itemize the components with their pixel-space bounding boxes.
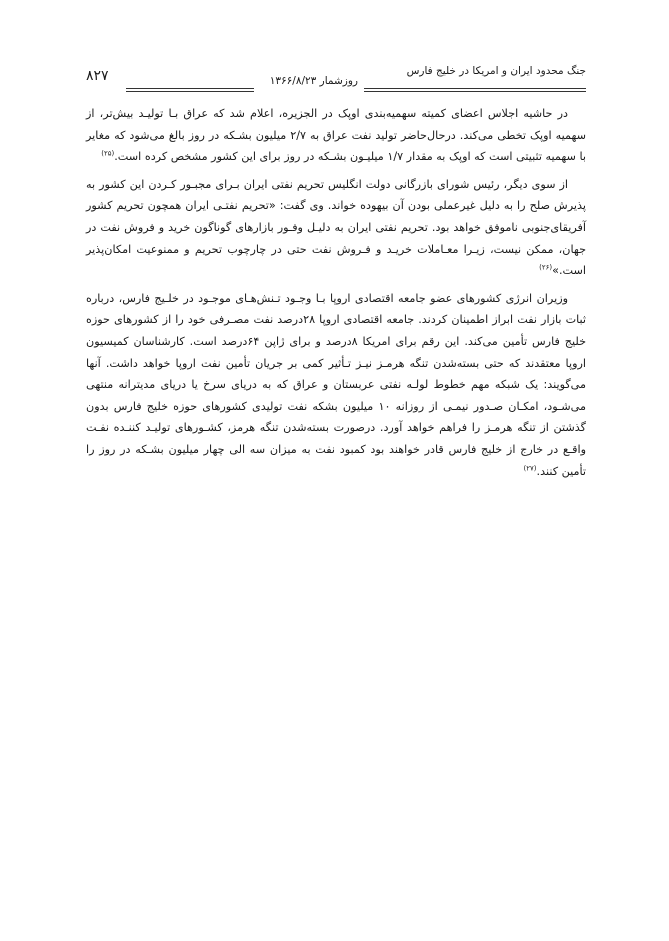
book-title: جنگ محدود ایران و امریکا در خلیج فارس xyxy=(406,65,586,77)
footnote-marker: (۲۶) xyxy=(539,263,553,272)
header-rule-bottom-right xyxy=(364,91,586,92)
header-rule-top-left xyxy=(126,88,254,89)
paragraph-uk-embargo xyxy=(86,174,586,282)
paragraph-text: از سوی دیگر، رئیس شورای بازرگانی دولت انگلیس تحریم نفتی ایران بـرای مجبـور کـردن این کشور به پذیرش صلح را به دلیل غیرعملی بودن آن بیهوده خواند. وی گفت: «تحریم نفتـی ایران همچون تحریم کشور آفریقای‌جنوبی ناموفق خواهد بود. تحریم نفتی ایران به دلیـل وفـور بازارهای گوناگون خرید و فروش نفت در جهان، ممکن نیست، زیـرا معـاملات خریـد و فـروش نفت حتی در چارچوب تحریم و ممنوعیت امکان‌پذیر است.» xyxy=(86,177,586,278)
footnote-marker: (۲۷) xyxy=(523,463,537,472)
footnote-marker: (۲۵) xyxy=(101,149,115,158)
header-rule-bottom-left xyxy=(126,91,254,92)
paragraph-eec-energy xyxy=(86,288,586,482)
header-rule-top-right xyxy=(364,88,586,89)
running-header xyxy=(86,60,586,94)
page-number: ۸۲۷ xyxy=(86,68,109,84)
paragraph-opec-iraq xyxy=(86,103,586,168)
diary-date-label: روزشمار ۱۳۶۶/۸/۲۳ xyxy=(269,75,358,87)
paragraph-text: در حاشیه اجلاس اعضای کمیته سهمیه‌بندی اوپک در الجزیره، اعلام شد که عراق بـا تولیـد بیش‌تر، از سهمیه اوپک تخطی می‌کند. درحال‌حاضر تولید نفت عراق به ۲/۷ میلیون بشـکه در روز بالغ می‌شود که مغایر با سهمیه تثبیتی است که اوپک به مقدار ۱/۷ میلیـون بشـکه در روز برای این کشور مشخص کرده است. xyxy=(86,107,586,164)
body-text xyxy=(86,103,586,488)
paragraph-text: وزیران انرژی کشورهای عضو جامعه اقتصادی اروپا بـا وجـود تـنش‌هـای موجـود در خلـیج فارس، درباره ثبات بازار نفت ابراز اطمینان کردند. جامعه اقتصادی اروپا ۲۸درصد نفت مصـرفی خود را از کشورهای حوزه خلیج فارس تأمین می‌کند. این رقم برای امریکا ۸درصد و برای ژاپن ۶۴درصد است. کارشناسان کمیسیون اروپا معتقدند که حتی بسته‌شدن تنگه هرمـز نیـز تـأثیر کمی بر جریان تأمین نفت اروپا خواهد داشت. آنها می‌گویند: یک شبکه مهم خطوط لولـه نفتی عربستان و عراق که به دریای سرخ یا دریای مدیترانه منتهی می‌شـود، امکـان صـدور نیمـی از روزانه ۱۰ میلیون بشکه نفت تولیدی کشورهای حوزه خلیج فارس بدون گذشتن از تنگه هرمـز را فراهم خواهد آورد. درصورت بسته‌شدن تنگه هرمز، کشـورهای تولیـد کننـده نفـت واقـع در خارج از خلیج فارس قادر خواهند بود کمبود نفت به میزان سه الی چهار میلیون بشـکه در روز را تأمین کنند. xyxy=(86,291,586,478)
